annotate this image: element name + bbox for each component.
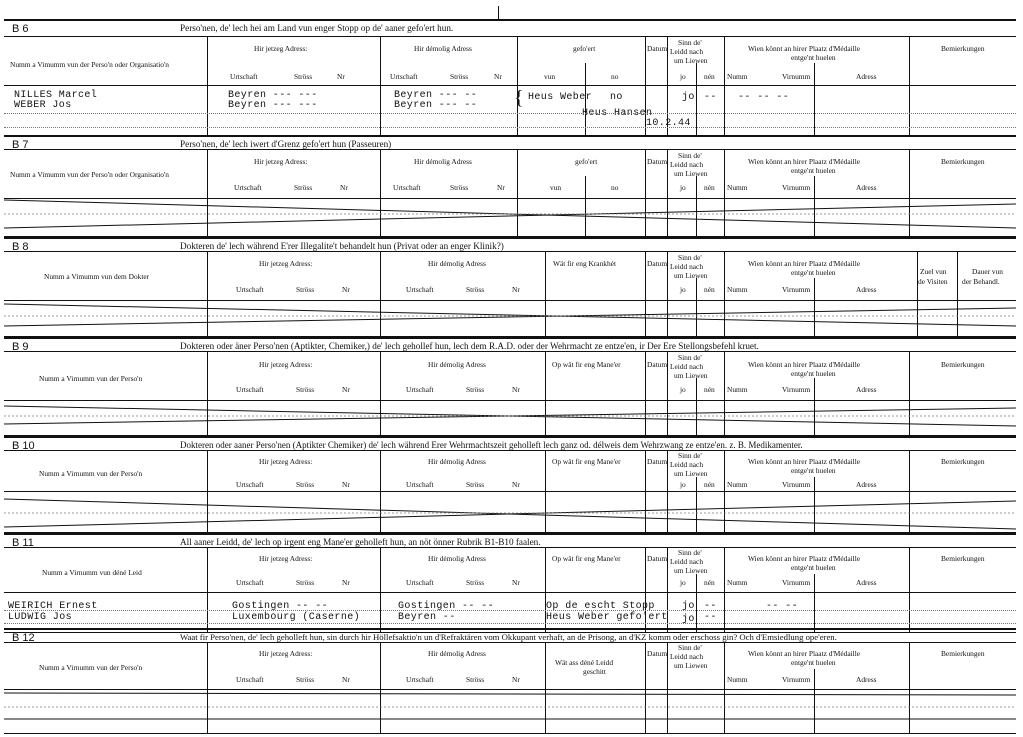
col-street: Ströss	[450, 72, 469, 81]
col-from: vun	[544, 72, 556, 81]
col-medal-address: Adress	[856, 675, 877, 684]
col-visits-1: Zuel vun	[920, 267, 947, 276]
section-title: All aaner Leidd, de' lech op irgent eng Mane'er geholleft hun, an nöt önner Rubrik B1-B10 faalen.	[180, 537, 541, 547]
col-medal-name: Numm	[727, 578, 748, 587]
col-number: Nr	[342, 675, 350, 684]
col-medal-address: Adress	[856, 285, 877, 294]
col-number: Nr	[337, 72, 345, 81]
col-yes: jo	[680, 183, 686, 192]
section-title: Dokteren de' lech während E'rer Illegalite't behandelt hun (Privat oder an enger Klinik?)	[180, 241, 504, 251]
col-locality: Urtschaft	[236, 385, 264, 394]
col-sense-1: Sinn de'	[678, 643, 702, 652]
entry-old-2: Beyren --- --	[394, 100, 478, 111]
col-header-current: Hir jetzeg Adress:	[254, 157, 308, 166]
col-medal-first: Virnumm	[782, 72, 811, 81]
strike-through-lines	[4, 400, 1016, 437]
entry-manner-2: Heus Weber gefo'ert	[546, 612, 668, 623]
section-code: B 11	[12, 537, 34, 549]
col-duration-2: der Behandl.	[962, 277, 1000, 286]
col-sense-2: Leidd nach	[670, 652, 704, 661]
col-street: Ströss	[466, 480, 485, 489]
col-sense-3: um Liewen	[674, 661, 708, 670]
col-remarks: Bemierkungen	[941, 360, 985, 369]
col-sense-3: um Liewen	[674, 56, 708, 65]
col-locality: Urtschaft	[236, 675, 264, 684]
col-sense-1: Sinn de'	[678, 38, 702, 47]
col-date: Datum	[647, 554, 668, 563]
section-code: B 9	[12, 341, 29, 353]
col-locality: Urtschaft	[406, 578, 434, 587]
entry-cur-2: Luxembourg (Caserne)	[232, 612, 361, 623]
col-medal-address: Adress	[856, 183, 877, 192]
col-medal-name: Numm	[727, 72, 748, 81]
col-no: nén	[704, 385, 715, 394]
col-yes: jo	[680, 72, 686, 81]
section-code: B 12	[12, 632, 35, 644]
col-street: Ströss	[294, 183, 313, 192]
col-yes: jo	[680, 480, 686, 489]
entry-no-2: --	[704, 612, 717, 623]
strike-through-lines	[4, 491, 1016, 534]
section-code: B 6	[12, 23, 29, 35]
entry-no: --	[704, 92, 717, 103]
table-grid	[4, 450, 1016, 533]
col-medal-1: Wien könnt an hirer Plaatz d'Médaille	[748, 44, 861, 53]
col-number: Nr	[512, 675, 520, 684]
col-medal-first: Virnumm	[782, 480, 811, 489]
strike-through-lines	[4, 300, 1016, 338]
entry-from: Heus Weber	[528, 92, 593, 103]
col-remarks: Bemierkungen	[941, 44, 985, 53]
col-medal-1: Wien könnt an hirer Plaatz d'Médaille	[748, 554, 861, 563]
section-b7	[4, 135, 1016, 237]
col-medal-first: Virnumm	[782, 385, 811, 394]
col-number: Nr	[342, 578, 350, 587]
col-medal-1: Wien könnt an hirer Plaatz d'Médaille	[748, 457, 861, 466]
col-number: Nr	[342, 480, 350, 489]
col-medal-1: Wien könnt an hirer Plaatz d'Médaille	[748, 649, 861, 658]
col-sense-3: um Liewen	[674, 169, 708, 178]
col-medal-2: entge'nt huelen	[791, 658, 836, 667]
col-header-former: Hir démolig Adress	[428, 360, 486, 369]
section-b6	[4, 19, 1016, 137]
col-street: Ströss	[450, 183, 469, 192]
col-what-done-1: Wät ass déné Leidd	[555, 658, 614, 667]
col-street: Ströss	[466, 285, 485, 294]
entry-yes-2: jo	[682, 614, 695, 625]
col-locality: Urtschaft	[390, 72, 418, 81]
entry-yes: jo	[682, 92, 695, 103]
col-sense-2: Leidd nach	[670, 460, 704, 469]
entry-no-1: --	[704, 601, 717, 612]
col-no: nén	[704, 578, 715, 587]
entry-yes-1: jo	[682, 601, 695, 612]
brace-mark: {	[514, 87, 524, 109]
col-number: Nr	[494, 72, 502, 81]
col-street: Ströss	[296, 480, 315, 489]
col-locality: Urtschaft	[406, 675, 434, 684]
col-sense-1: Sinn de'	[678, 151, 702, 160]
col-medal-name: Numm	[727, 285, 748, 294]
col-header-current: Hir jetzeg Adress:	[254, 44, 308, 53]
col-medal-1: Wien könnt an hirer Plaatz d'Médaille	[748, 360, 861, 369]
section-title: Dokteren oder aaner Perso'nen (Aptikter Chemiker) de' lech während Erer Wehrmachtszeit geholleft lech ganz od. délweis dem Wehrzwang ze entze'en. z. B. Medikamenter.	[180, 440, 803, 450]
col-locality: Urtschaft	[234, 183, 262, 192]
col-no: nén	[704, 183, 715, 192]
col-medal-address: Adress	[856, 385, 877, 394]
col-sense-3: um Liewen	[674, 469, 708, 478]
col-number: Nr	[497, 183, 505, 192]
col-sense-2: Leidd nach	[670, 362, 704, 371]
col-number: Nr	[512, 285, 520, 294]
col-medal-first: Virnumm	[782, 285, 811, 294]
col-remarks: Bemierkungen	[941, 554, 985, 563]
col-header-former: Hir démolig Adress	[414, 44, 472, 53]
col-street: Ströss	[466, 675, 485, 684]
col-illness: Wät fir eng Krankhét	[553, 259, 616, 268]
table-grid	[4, 36, 1016, 137]
col-number: Nr	[340, 183, 348, 192]
col-to: no	[611, 72, 619, 81]
entry-name-1: NILLES Marcel	[14, 90, 98, 101]
col-manner: Op wät fir eng Mane'er	[552, 554, 621, 563]
col-sense-2: Leidd nach	[670, 557, 704, 566]
col-header-doctor: Numm a Vimumm vun dem Dokter	[44, 272, 150, 281]
col-medal-name: Numm	[727, 675, 748, 684]
entry-date: 10.2.44	[646, 118, 691, 129]
section-b9	[4, 337, 1016, 436]
col-header-leid: Numm a Virnumm vun déné Leid	[42, 568, 142, 577]
col-medal-address: Adress	[856, 480, 877, 489]
col-medal-address: Adress	[856, 578, 877, 587]
col-sense-1: Sinn de'	[678, 353, 702, 362]
section-code: B 7	[12, 139, 29, 151]
col-street: Ströss	[296, 385, 315, 394]
top-fold-mark	[498, 6, 499, 20]
col-medal-first: Virnumm	[782, 675, 811, 684]
section-b11	[4, 533, 1016, 633]
strike-through-lines	[4, 198, 1016, 238]
col-visits-2: de Visiten	[918, 277, 948, 286]
entry-name-1: WEIRICH Ernest	[8, 601, 98, 612]
col-medal-2: entge'nt huelen	[791, 166, 836, 175]
col-to: no	[611, 183, 619, 192]
col-manner: Op wät fir eng Mane'er	[552, 457, 621, 466]
col-manner: Op wät fir eng Mane'er	[552, 360, 621, 369]
col-header-current: Hir jetzeg Adress:	[259, 649, 313, 658]
col-header-former: Hir démolig Adress	[428, 457, 486, 466]
col-medal-2: entge'nt huelen	[791, 466, 836, 475]
col-street: Ströss	[466, 578, 485, 587]
col-remarks: Bemierkungen	[941, 457, 985, 466]
col-medal-name: Numm	[727, 480, 748, 489]
entry-old-2: Beyren --	[398, 612, 456, 623]
col-header-name: Numm a Vimumm vun der Perso'n oder Organisatio'n	[10, 170, 169, 179]
col-date: Datum	[647, 649, 668, 658]
col-medal-address: Adress	[856, 72, 877, 81]
section-b10	[4, 436, 1016, 533]
entry-old-1: Gostingen -- --	[398, 601, 495, 612]
section-title: Waat fir Perso'nen, de' lech geholleft hun, sin durch hir Höllefsaktio'n un d'Refraktären vom Okkupant verhaft, an de Prisong, an d'KZ komm oder erschoss gin? Och d'Emsiedlung ope'eren.	[180, 632, 837, 642]
col-medal-2: entge'nt huelen	[791, 369, 836, 378]
col-locality: Urtschaft	[236, 480, 264, 489]
col-yes: jo	[680, 385, 686, 394]
col-sense-2: Leidd nach	[670, 160, 704, 169]
entry-to-1: no	[610, 92, 623, 103]
col-header-current: Hir jetzeg Adress:	[259, 360, 313, 369]
col-medal-1: Wien könnt an hirer Plaatz d'Médaille	[748, 259, 861, 268]
col-header-taken: gefo'ert	[575, 157, 598, 166]
col-header-name: Numm a Vimumm vun der Perso'n oder Organisatio'n	[10, 60, 169, 69]
col-street: Ströss	[296, 675, 315, 684]
strike-through-lines	[4, 689, 1016, 733]
section-title: Dokteren oder äner Perso'nen (Aptikter, Chemiker,) de' lech gehollef hun, lech dem R.A.D. oder der Wehrmacht ze entze'en, ir Der Ere Stellongsbefehl kruet.	[180, 341, 759, 351]
col-remarks: Bemierkungen	[941, 157, 985, 166]
col-number: Nr	[342, 385, 350, 394]
col-street: Ströss	[466, 385, 485, 394]
col-locality: Urtschaft	[230, 72, 258, 81]
entry-to-2: Heus Hansen	[582, 108, 653, 119]
col-no: nén	[704, 480, 715, 489]
col-duration-1: Dauer vun	[972, 267, 1003, 276]
entry-name-2: LUDWIG Jos	[8, 612, 73, 623]
col-street: Ströss	[296, 285, 315, 294]
col-medal-2: entge'nt huelen	[791, 53, 836, 62]
table-grid	[4, 642, 1016, 734]
entry-manner-1: Op de escht Stopp	[546, 601, 655, 612]
section-code: B 8	[12, 241, 29, 253]
col-header-current: Hir jetzeg Adress:	[259, 259, 313, 268]
col-street: Ströss	[296, 578, 315, 587]
col-remarks: Bemierkungen	[941, 649, 985, 658]
col-header-person: Numm a Virnumm vun der Perso'n	[39, 469, 143, 478]
col-medal-1: Wien könnt an hirer Plaatz d'Médaille	[748, 157, 861, 166]
table-grid	[4, 149, 1016, 237]
entry-old-1: Beyren --- --	[394, 90, 478, 101]
entry-cur-2: Beyren --- ---	[228, 100, 318, 111]
col-number: Nr	[342, 285, 350, 294]
col-header-former: Hir démolig Adress	[414, 157, 472, 166]
col-from: vun	[550, 183, 562, 192]
col-medal-first: Virnumm	[782, 578, 811, 587]
col-sense-1: Sinn de'	[678, 253, 702, 262]
col-date: Datum	[647, 44, 668, 53]
col-yes: jo	[680, 285, 686, 294]
col-sense-3: um Liewen	[674, 566, 708, 575]
col-header-current: Hir jetzeg Adress:	[259, 554, 313, 563]
col-sense-2: Leidd nach	[670, 262, 704, 271]
col-locality: Urtschaft	[393, 183, 421, 192]
col-header-person: Numm a Virnumm vun der Perso'n	[39, 374, 143, 383]
col-date: Datum	[647, 360, 668, 369]
col-number: Nr	[512, 385, 520, 394]
section-title: Perso'nen, de' lech hei am Land vun enger Stopp op de' aaner gefo'ert hun.	[180, 23, 454, 33]
col-date: Datum	[647, 259, 668, 268]
col-header-former: Hir démolig Adress	[428, 554, 486, 563]
entry-medal: -- --	[766, 601, 799, 612]
col-no: nén	[704, 72, 715, 81]
col-locality: Urtschaft	[236, 285, 264, 294]
table-grid	[4, 351, 1016, 436]
col-locality: Urtschaft	[236, 578, 264, 587]
section-b12	[4, 628, 1016, 734]
col-header-taken: gefo'ert	[573, 44, 596, 53]
col-medal-name: Numm	[727, 385, 748, 394]
col-street: Ströss	[294, 72, 313, 81]
col-date: Datum	[647, 457, 668, 466]
col-header-former: Hir démolig Adress	[428, 259, 486, 268]
col-header-former: Hir démolig Adress	[428, 649, 486, 658]
col-sense-3: um Liewen	[674, 271, 708, 280]
col-sense-3: um Liewen	[674, 371, 708, 380]
col-header-current: Hir jetzeg Adress:	[259, 457, 313, 466]
col-what-done-2: geschitt	[583, 667, 606, 676]
section-code: B 10	[12, 440, 35, 452]
table-grid	[4, 251, 1016, 337]
entry-name-2: WEBER Jos	[14, 100, 72, 111]
col-locality: Urtschaft	[406, 385, 434, 394]
col-locality: Urtschaft	[406, 285, 434, 294]
col-medal-2: entge'nt huelen	[791, 268, 836, 277]
col-medal-first: Virnumm	[782, 183, 811, 192]
col-yes: jo	[680, 578, 686, 587]
col-no: nén	[704, 285, 715, 294]
entry-cur-1: Gostingen -- --	[232, 601, 329, 612]
col-medal-2: entge'nt huelen	[791, 563, 836, 572]
entry-cur-1: Beyren --- ---	[228, 90, 318, 101]
col-date: Datum	[647, 157, 668, 166]
section-b8	[4, 237, 1016, 337]
col-sense-2: Leidd nach	[670, 47, 704, 56]
col-locality: Urtschaft	[406, 480, 434, 489]
section-title: Perso'nen, de' lech iwert d'Grenz gefo'ert hun (Passeuren)	[180, 139, 392, 149]
col-sense-1: Sinn de'	[678, 548, 702, 557]
col-medal-name: Numm	[727, 183, 748, 192]
table-grid	[4, 547, 1016, 633]
col-number: Nr	[512, 578, 520, 587]
col-sense-1: Sinn de'	[678, 451, 702, 460]
entry-medal: -- -- --	[738, 92, 790, 103]
col-header-person: Numm a Virnumm vun der Perso'n	[39, 663, 143, 672]
col-number: Nr	[512, 480, 520, 489]
